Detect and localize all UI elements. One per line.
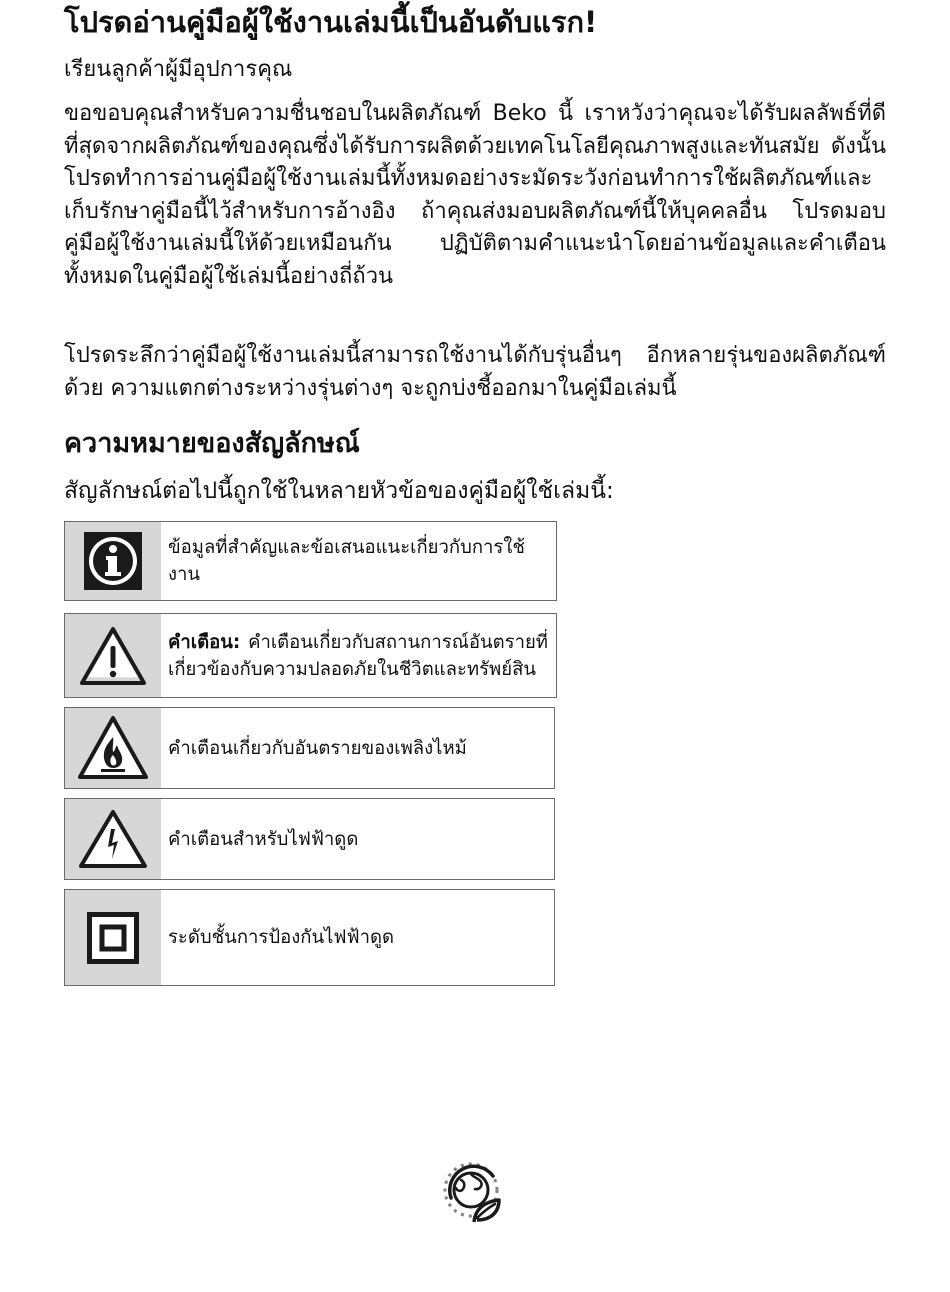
symbol-row-insulation (64, 889, 555, 986)
symbol-insulation-text: ระดับชั้นการป้องกันไฟฟ้าดูด (168, 927, 395, 948)
symbol-electric-text: คำเตือนสำหรับไฟฟ้าดูด (168, 828, 359, 850)
page-title: โปรดอ่านคู่มือผู้ใช้งานเล่มนี้เป็นอันดับแรก! (64, 5, 598, 39)
greeting: เรียนลูกค้าผู้มีอุปการคุณ (64, 57, 293, 82)
warning-label: คำเตือน: (168, 631, 241, 653)
symbol-row-fire (64, 707, 555, 789)
symbol-fire-text: คำเตือนเกี่ยวกับอันตรายของเพลิงไหม้ (168, 737, 467, 759)
symbols-heading: ความหมายของสัญลักษณ์ (64, 428, 360, 459)
fire-hazard-icon (65, 708, 161, 788)
symbol-row-electric (64, 798, 555, 880)
models-paragraph: โปรดระลึกว่าคู่มือผู้ใช้งานเล่มนี้สามารถใช้งานได้กับรุ่นอื่นๆ อีกหลายรุ่นของผลิตภัณฑ์ด้วย ความแตกต่างระหว่างรุ่นต่างๆ จะถูกบ่งชี้ออกมาในคู่มือเล่มนี้ (64, 343, 886, 401)
warning-triangle-icon (65, 614, 161, 697)
symbols-intro: สัญลักษณ์ต่อไปนี้ถูกใช้ในหลายหัวข้อของคู่มือผู้ใช้เล่มนี้: (64, 478, 614, 504)
symbol-warning-text: คำเตือนเกี่ยวกับสถานการณ์อันตรายที่เกี่ยวข้องกับความปลอดภัยในชีวิตและทรัพย์สิน (168, 631, 548, 680)
symbol-row-info (64, 521, 557, 601)
symbol-row-warning (64, 613, 557, 698)
symbol-info-text: ข้อมูลที่สำคัญและข้อเสนอแนะเกี่ยวกับการใช้งาน (168, 537, 525, 585)
intro-paragraph: ขอขอบคุณสำหรับความชื่นชอบในผลิตภัณฑ์ Beko นี้ เราหวังว่าคุณจะได้รับผลลัพธ์ที่ดีที่สุดจากผลิตภัณฑ์ของคุณซึ่งได้รับการผลิตด้วยเทคโนโลยีคุณภาพสูงและทันสมัย ดังนั้น โปรดทำการอ่านคู่มือผู้ใช้งานเล่มนี้ทั้งหมดอย่างระมัดระวังก่อนทำการใช้ผลิตภัณฑ์และเก็บรักษาคู่มือนี้ไว้สำหรับการอ้างอิง ถ้าคุณส่งมอบผลิตภัณฑ์นี้ให้บุคคลอื่น โปรดมอบคู่มือผู้ใช้งานเล่มนี้ให้ด้วยเหมือนกัน ปฏิบัติตามคำแนะนำโดยอ่านข้อมูลและคำเตือนทั้งหมดในคู่มือผู้ใช้เล่มนี้อย่างถี่ถ้วน (64, 101, 886, 289)
info-icon (65, 522, 161, 600)
electric-shock-icon (65, 799, 161, 879)
double-insulation-icon (65, 890, 161, 985)
eco-globe-leaf-icon (441, 1158, 505, 1226)
